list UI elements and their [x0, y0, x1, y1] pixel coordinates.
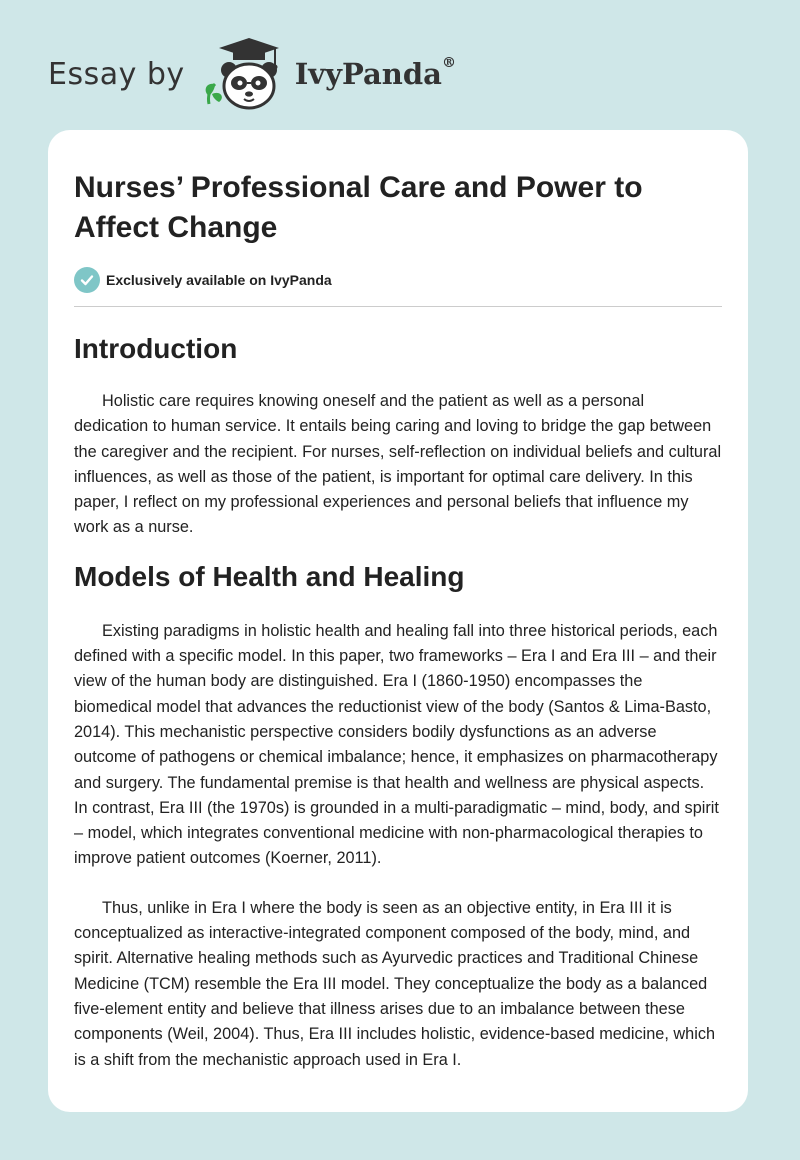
brand-name: IvyPanda® [294, 55, 456, 91]
paragraph: Existing paradigms in holistic health and healing fall into three historical periods, each defined with a specific model. In this paper, two frameworks – Era I and Era III – and their view of the human body are distinguished. Era I (1860-1950) encompasses the biomedical model that advances the reductionist view of the body (Santos & Lima-Basto, 2014). This mechanistic perspective considers bodily dysfunctions as an adverse outcome of pathogens or chemical imbalance; hence, it emphasizes on pharmacotherapy and surgery. The fundamental premise is that health and wellness are physical aspects. In contrast, Era III (the 1970s) is grounded in a multi-paradigmatic – mind, body, and spirit – model, which integrates conventional medicine with non-pharmacological therapies to improve patient outcomes (Koerner, 2011). [74, 621, 719, 868]
registered-mark: ® [441, 55, 456, 71]
paragraph: Holistic care requires knowing oneself and the patient as well as a personal dedication to human service. It entails being caring and loving to bridge the gap between the caregiver and the recipient. For nurses, self-reflection on individual beliefs and cultural influences, as well as those of the patient, is important for optimal care delivery. In this paper, I reflect on my professional experiences and personal beliefs that influence my work as a nurse. [74, 392, 722, 537]
paragraph: Thus, unlike in Era I where the body is seen as an objective entity, in Era III it is conceptualized as interactive-integrated component composed of the body, mind, and spirit. Alternative healing methods such as Ayurvedic practices and Traditional Chinese Medicine (TCM) resemble the Era III model. They conceptualize the body as a balanced five-element entity and believe that illness arises due to an imbalance between these components (Weil, 2004). Thus, Era III includes holistic, evidence-based medicine, which is a shift from the mechanistic approach used in Era I. [74, 898, 716, 1069]
brand-header[interactable] [48, 34, 456, 114]
badge-text: Exclusively available on IvyPanda [106, 272, 332, 288]
brand-prefix: Essay by [48, 56, 185, 92]
section-heading-introduction: Introduction [74, 333, 238, 364]
check-circle-icon [74, 267, 100, 293]
section-heading-models: Models of Health and Healing [74, 560, 465, 592]
essay-card [48, 130, 748, 1112]
divider [74, 306, 722, 307]
essay-title: Nurses’ Professional Care and Power to Affect Change [74, 171, 643, 244]
panda-graduate-icon [199, 34, 291, 114]
exclusive-badge [74, 266, 722, 294]
